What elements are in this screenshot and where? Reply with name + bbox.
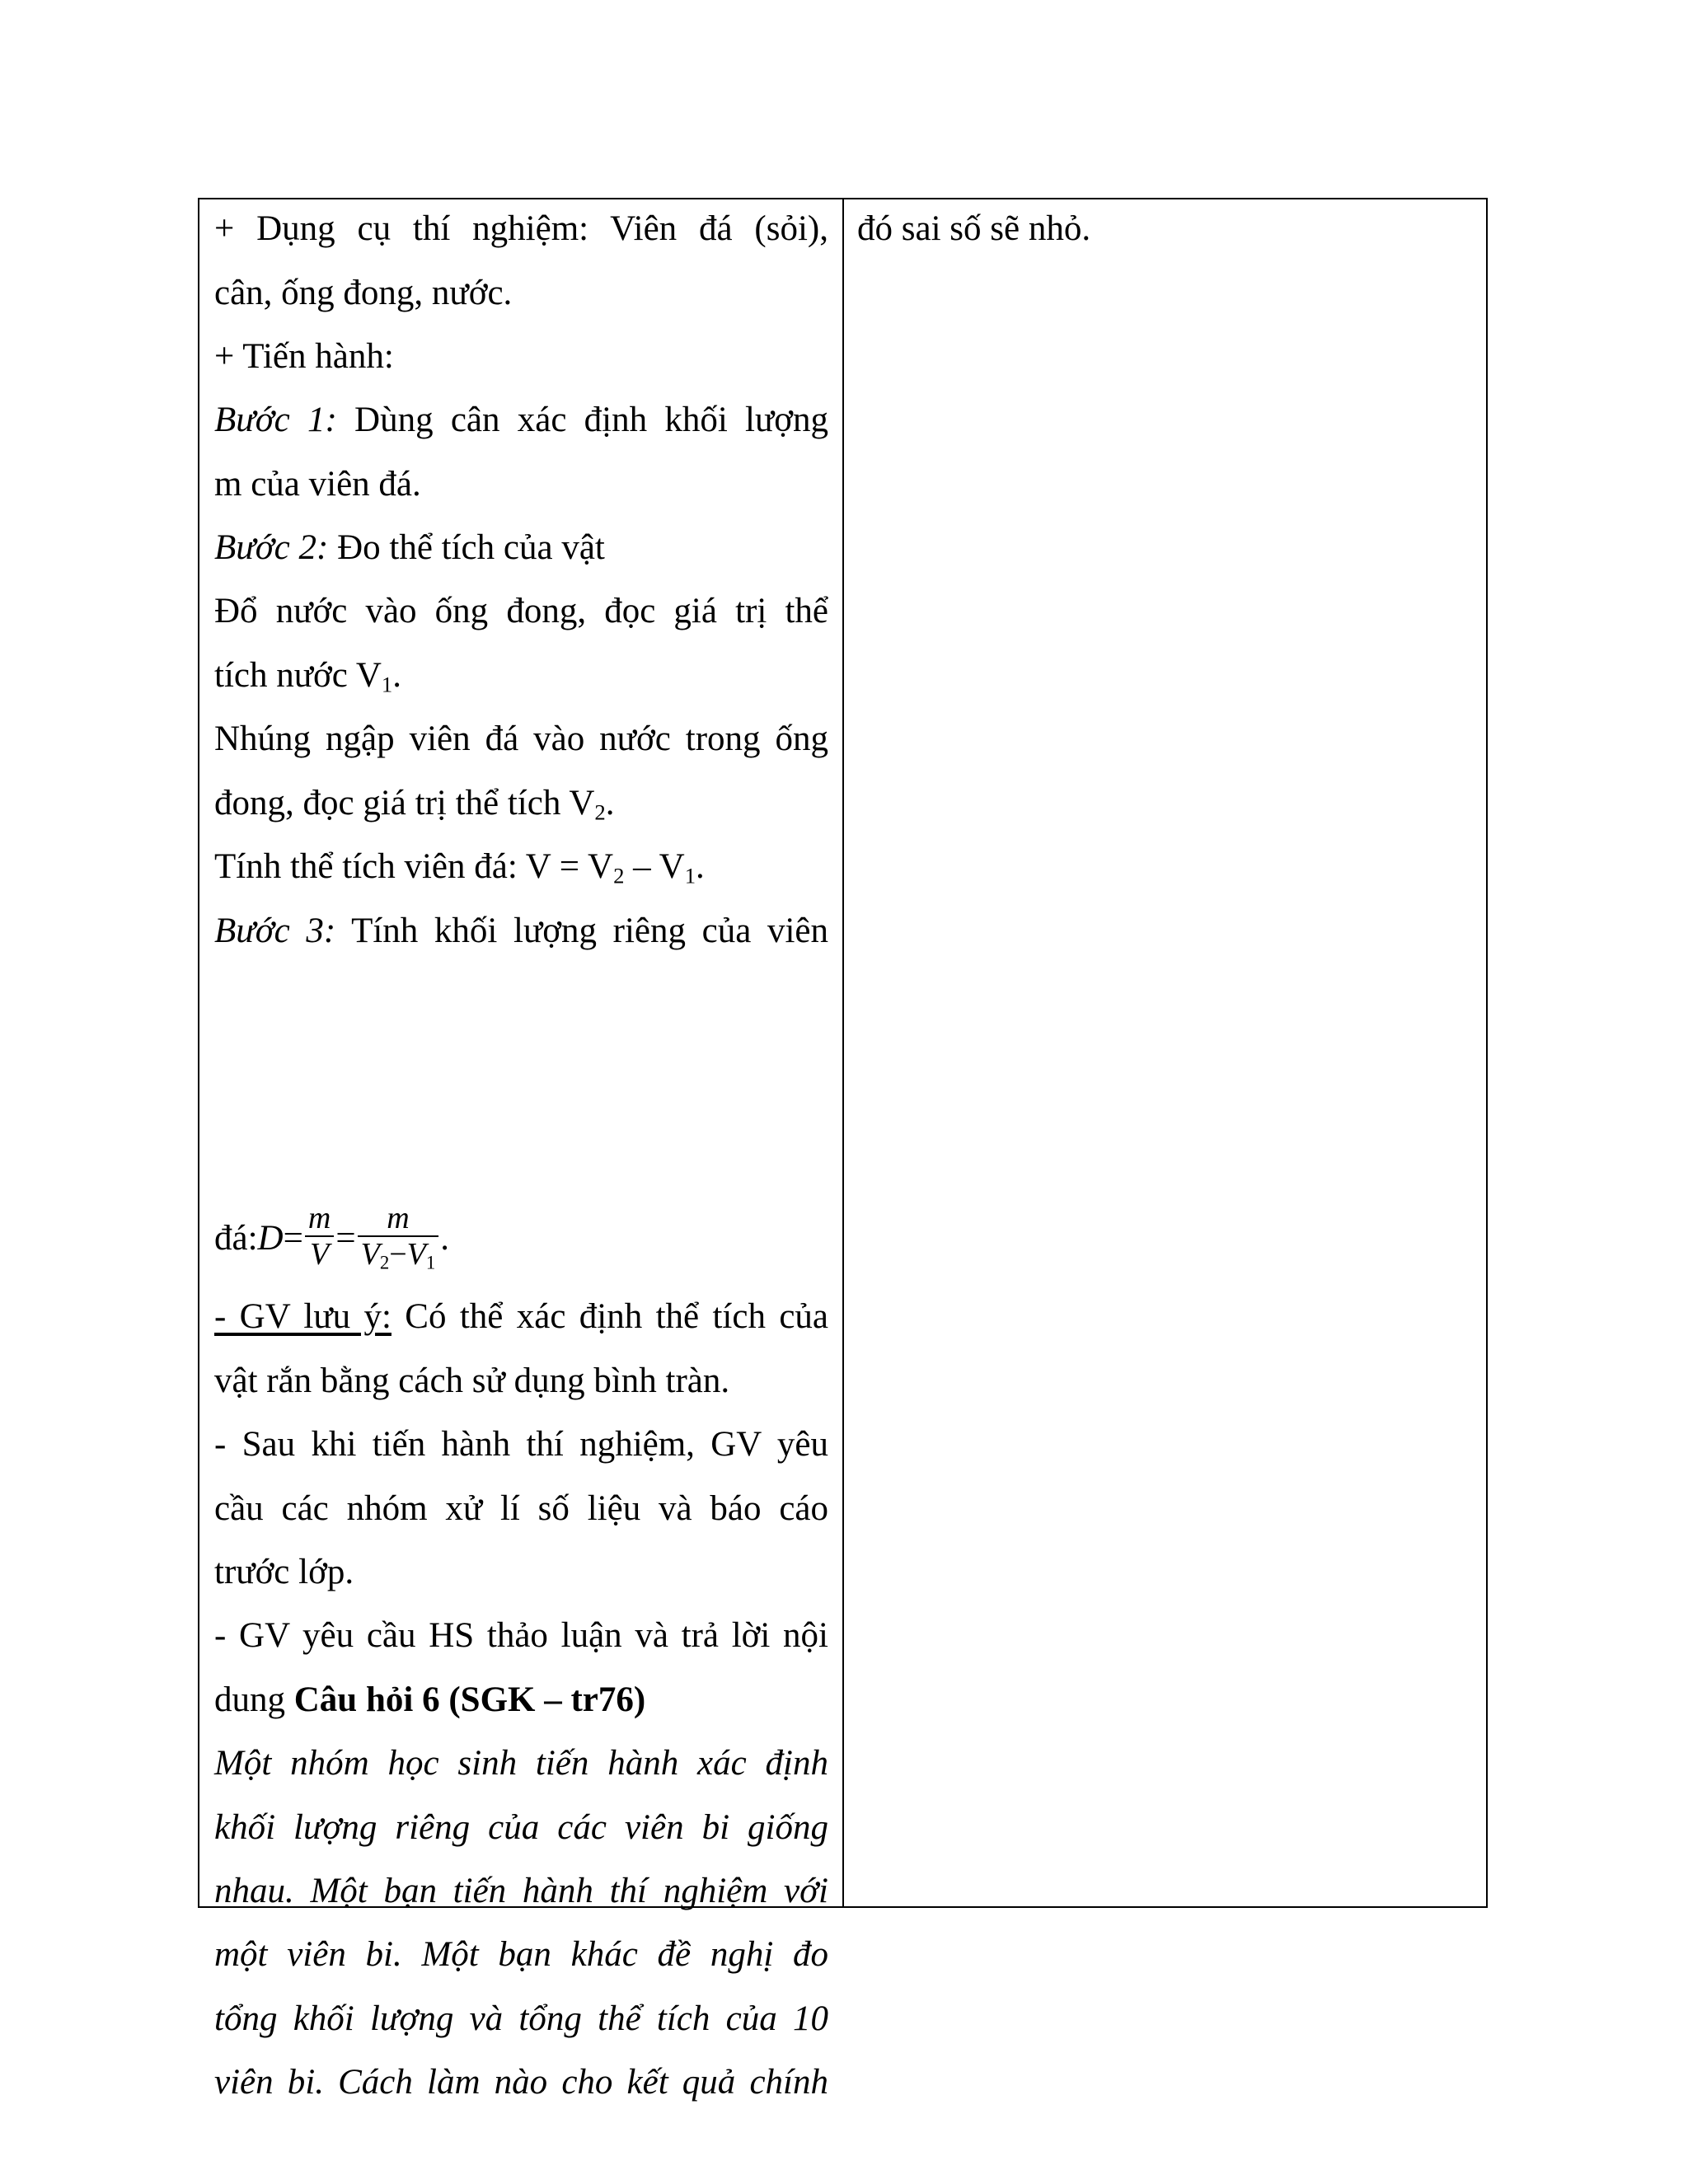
equipment-line-2: cân, ống đong, nước. bbox=[214, 274, 513, 312]
step1-label: Bước 1: bbox=[214, 401, 337, 439]
step2-text-2: tích nước $V_1$. bbox=[214, 656, 401, 697]
step2-text-1: Đổ nước vào ống đong, đọc giá trị thể bbox=[214, 592, 828, 630]
step2-label: Bước 2: bbox=[214, 528, 329, 567]
fraction-m-over-v2-minus-v1: $\frac{m}{V_2-V_1}$ bbox=[358, 1202, 439, 1273]
question-text-3: nhau. Một bạn tiến hành thí nghiệm với bbox=[214, 1872, 828, 1910]
question-reference: Câu hỏi 6 (SGK – tr76) bbox=[293, 1680, 646, 1719]
step1-line: Bước 1: Dùng cân xác định khối lượng bbox=[214, 401, 828, 439]
step2-text-4: đong, đọc giá trị thể tích $V_2$. bbox=[214, 784, 615, 825]
question-text-2: khối lượng riêng của các viên bi giống bbox=[214, 1808, 828, 1847]
teacher-note-label: - GV lưu ý: bbox=[214, 1297, 392, 1336]
step2-line: Bước 2: Đo thể tích của vật bbox=[214, 528, 605, 567]
question-text-1: Một nhóm học sinh tiến hành xác định bbox=[214, 1744, 828, 1783]
step3-label: Bước 3: bbox=[214, 912, 336, 950]
question-reference-line: dung Câu hỏi 6 (SGK – tr76) bbox=[214, 1680, 646, 1719]
teacher-note-line-2: vật rắn bằng cách sử dụng bình tràn. bbox=[214, 1361, 730, 1400]
question-text-5: tổng khối lượng và tổng thể tích của 10 bbox=[214, 1999, 828, 2038]
step2-text-3: Nhúng ngập viên đá vào nước trong ống bbox=[214, 719, 828, 758]
volume-formula-line: Tính thể tích viên đá: $V = V_2 - V_1$. bbox=[214, 847, 705, 888]
step1-line-2: m của viên đá. bbox=[214, 465, 421, 504]
answer-line: đó sai số sẽ nhỏ. bbox=[857, 209, 1091, 248]
teacher-note-line: - GV lưu ý: Có thể xác định thể tích của bbox=[214, 1297, 828, 1336]
instruction-line-4: - GV yêu cầu HS thảo luận và trả lời nội bbox=[214, 1616, 828, 1655]
procedure-heading: + Tiến hành: bbox=[214, 337, 394, 376]
question-text-6: viên bi. Cách làm nào cho kết quả chính bbox=[214, 2063, 828, 2102]
density-formula: đá: D = $\frac{m}{V}$ = $\frac{m}{V_2-V_1}$ . bbox=[214, 1201, 450, 1273]
fraction-m-over-v: $\frac{m}{V}$ bbox=[305, 1202, 334, 1273]
instruction-line-3: trước lớp. bbox=[214, 1553, 354, 1591]
question-text-4: một viên bi. Một bạn khác đề nghị đo bbox=[214, 1935, 828, 1974]
instruction-line-1: - Sau khi tiến hành thí nghiệm, GV yêu bbox=[214, 1425, 828, 1464]
step3-line: Bước 3: Tính khối lượng riêng của viên bbox=[214, 912, 828, 950]
lesson-table bbox=[198, 198, 1488, 2102]
column-divider bbox=[842, 199, 844, 1906]
instruction-line-2: cầu các nhóm xử lí số liệu và báo cáo bbox=[214, 1489, 828, 1528]
density-formula-line bbox=[214, 1193, 828, 1283]
equipment-line: + Dụng cụ thí nghiệm: Viên đá (sỏi), bbox=[214, 209, 828, 248]
